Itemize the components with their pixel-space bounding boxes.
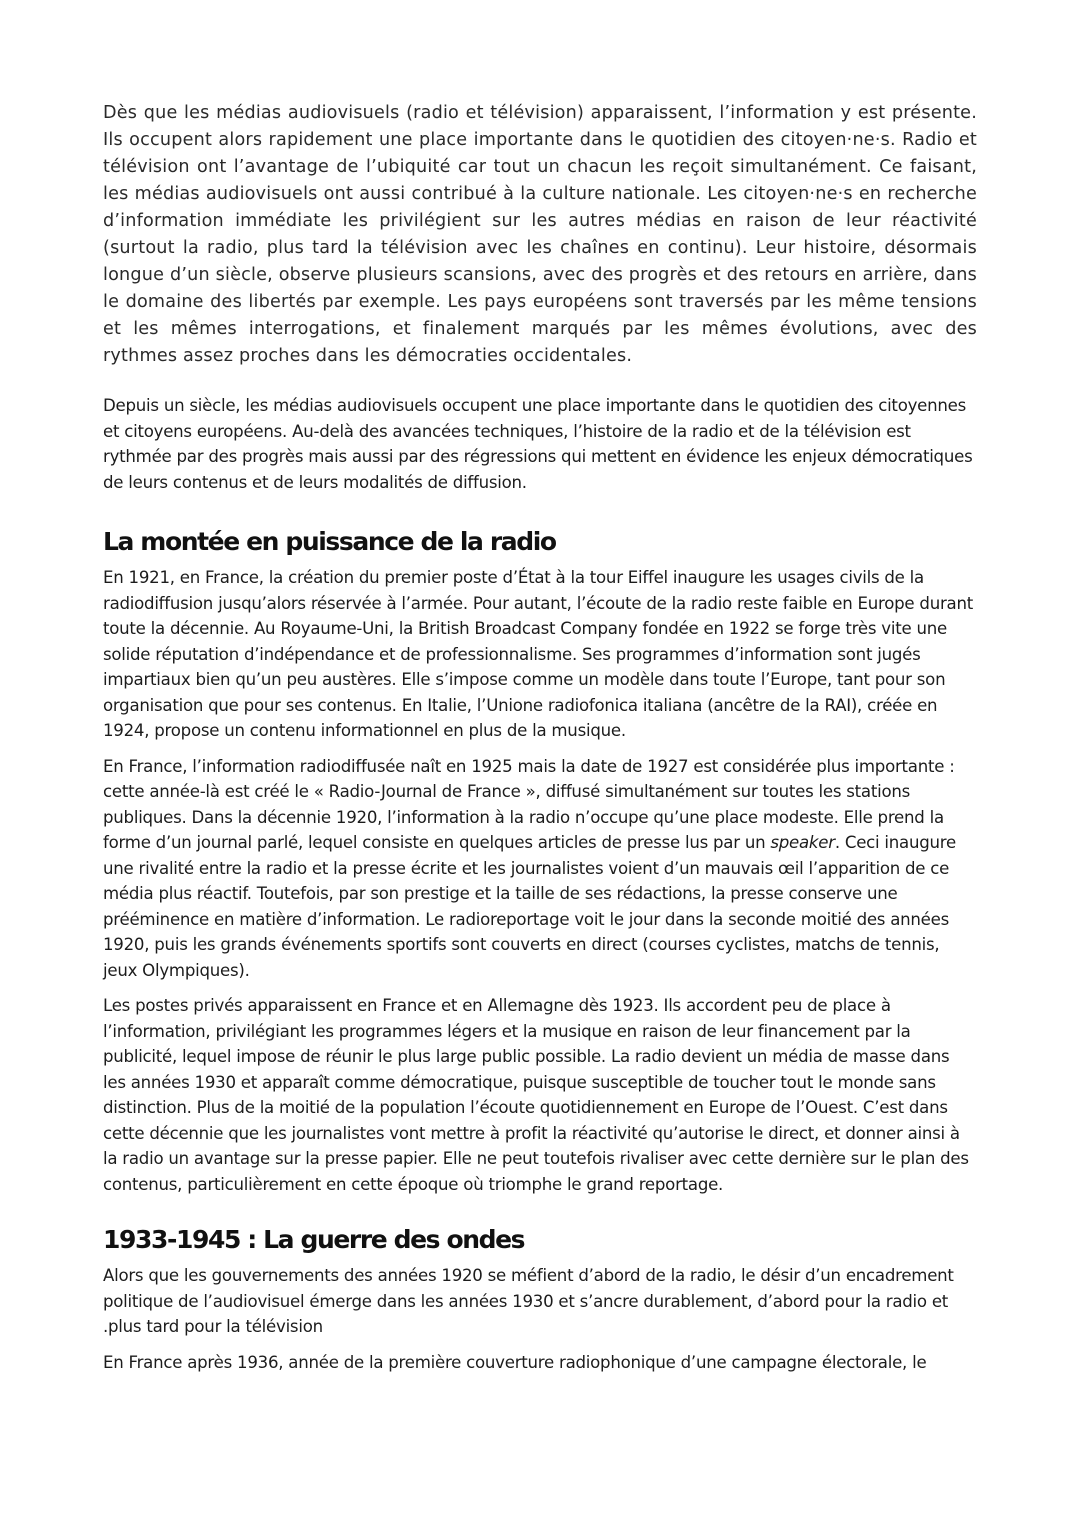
section-heading-war-of-waves: 1933-1945 : La guerre des ondes xyxy=(103,1225,525,1254)
speaker-term: speaker xyxy=(770,833,835,852)
section1-paragraph-1: En 1921, en France, la création du premier poste d’État à la tour Eiffel inaugure les usages civils de la radiodiffusion jusqu’alors réservée à l’armée. Pour autant, l’écoute de la radio reste faible en Europe durant toute la décennie. Au Royaume-Uni, la British Broadcast Company fondée en 1922 se forge très vite une solide réputation d’indépendance et de professionnalisme. Ses programmes d’information sont jugés impartiaux bien qu’un peu austères. Elle s’impose comme un modèle dans toute l’Europe, tant pour son organisation que pour ses contenus. En Italie, l’Unione radiofonica italiana (ancêtre de la RAI), créée en 1924, propose un contenu informationnel en plus de la musique. xyxy=(103,568,973,740)
section1-paragraph-2-start: En France, l’information radiodiffusée naît en 1925 mais la date de 1927 est considérée plus importante : cette année-là est créé le « Radio-Journal de France », diffusé simultanément sur toutes les stations publiques. Dans la décennie 1920, l’information à la radio n’occupe qu’une place modeste. Elle prend la forme d’un journal parlé, lequel consiste en quelques articles de presse lus par un xyxy=(103,756,955,852)
intro-paragraph: Dès que les médias audiovisuels (radio et télévision) apparaissent, l’information y est présente. Ils occupent alors rapidement une place importante dans le quotidien des citoyen·ne·s. Radio et télévision ont l’avantage de l’ubiquité car tout un chacun les reçoit simultanément. Ce faisant, les médias audiovisuels ont aussi contribué à la culture nationale. Les citoyen·ne·s en recherche d’information immédiate les privilégient sur les autres médias en raison de leur réactivité (surtout la radio, plus tard la télévision avec les chaînes en continu). Leur histoire, désormais longue d’un siècle, observe plusieurs scansions, avec des progrès et des retours en arrière, dans le domaine des libertés par exemple. Les pays européens sont traversés par les même tensions et les mêmes interrogations, et finalement marqués par les mêmes évolutions, avec des rythmes assez proches dans les démocraties occidentales. xyxy=(103,103,977,366)
section2-paragraph-1: Alors que les gouvernements des années 1920 se méfient d’abord de la radio, le désir d’un encadrement politique de l’audiovisuel émerge dans les années 1930 et s’ancre durablement, d’abord pour la radio et .plus tard pour la télévision xyxy=(103,1266,954,1336)
lead-paragraph: Depuis un siècle, les médias audiovisuels occupent une place importante dans le quotidien des citoyennes et citoyens européens. Au-delà des avancées techniques, l’histoire de la radio et de la télévision est rythmée par des progrès mais aussi par des régressions qui mettent en évidence les enjeux démocratiques de leurs contenus et de leurs modalités de diffusion. xyxy=(103,396,973,492)
section1-paragraph-3: Les postes privés apparaissent en France et en Allemagne dès 1923. Ils accordent peu de place à l’information, privilégiant les programmes légers et la musique en raison de leur financement par la publicité, lequel impose de réunir le plus large public possible. La radio devient un média de masse dans les années 1930 et apparaît comme démocratique, puisque susceptible de toucher tout le monde sans distinction. Plus de la moitié de la population l’écoute quotidiennement en Europe de l’Ouest. C’est dans cette décennie que les journalistes vont mettre à profit la réactivité qu’autorise le direct, et donner ainsi à la radio un avantage sur la presse papier. Elle ne peut toutefois rivaliser avec cette dernière sur le plan des contenus, particulièrement en cette époque où triomphe le grand reportage. xyxy=(103,996,969,1194)
document-page xyxy=(103,100,977,1375)
section-heading-radio: La montée en puissance de la radio xyxy=(103,527,556,556)
section1-paragraph-2 xyxy=(103,754,977,984)
section1-paragraph-2-end: . Ceci inaugure une rivalité entre la radio et la presse écrite et les journalistes voient d’un mauvais œil l’apparition de ce média plus réactif. Toutefois, par son prestige et la taille de ses rédactions, la presse conserve une prééminence en matière d’information. Le radioreportage voit le jour dans la seconde moitié des années 1920, puis les grands événements sportifs sont couverts en direct (courses cyclistes, matchs de tennis, jeux Olympiques). xyxy=(103,833,956,980)
section2-paragraph-2: En France après 1936, année de la première couverture radiophonique d’une campagne électorale, le xyxy=(103,1352,927,1372)
